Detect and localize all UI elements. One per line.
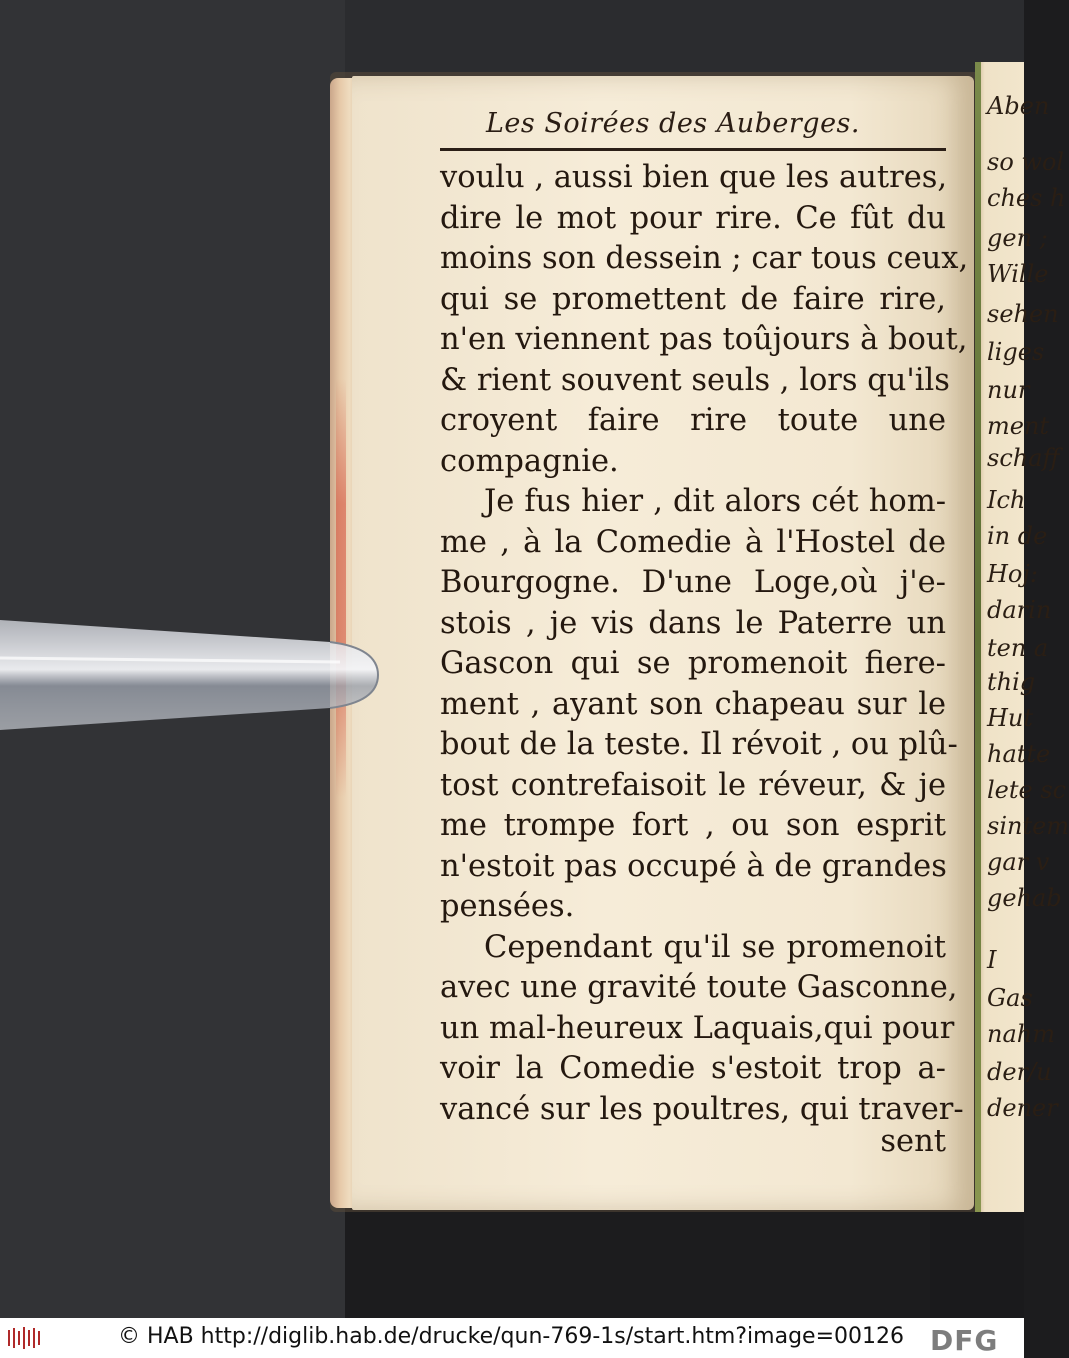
background-top — [345, 0, 1024, 80]
text-line: moins son dessein ; car tous ceux, — [440, 241, 969, 276]
facing-page-fragment: nahm — [987, 1020, 1055, 1048]
hab-logo-icon — [6, 1326, 46, 1350]
facing-page-fragment: sehen — [987, 300, 1059, 328]
dfg-logo: DFG — [930, 1324, 999, 1357]
text-line: un mal-heureux Laquais,qui pour — [440, 1010, 955, 1046]
copyright-url[interactable]: © HAB http://diglib.hab.de/drucke/qun-769-1s/start.htm?image=00126 — [118, 1324, 904, 1349]
facing-page-fragment: gar v — [987, 848, 1050, 876]
facing-page-fragment: lete sc — [987, 776, 1067, 804]
facing-page-fragment: ten a — [987, 634, 1049, 662]
spine — [975, 62, 981, 1212]
facing-page-fragment: Wille — [987, 260, 1049, 288]
text-line: Gascon qui se promenoit fiere- — [440, 646, 946, 681]
facing-page-fragment: Hoj: — [987, 560, 1038, 588]
page-body — [440, 158, 969, 1130]
text-line: pensées. — [440, 889, 575, 924]
text-line: avec une gravité toute Gasconne, — [440, 970, 958, 1005]
facing-page-fragment: thig — [987, 668, 1036, 696]
text-line: tost contrefaisoit le réveur, & je — [440, 767, 946, 803]
text-line: dire le mot pour rire. Ce fût du — [440, 200, 946, 236]
background-right-bottom — [930, 1200, 1024, 1318]
header-rule — [440, 148, 946, 151]
facing-page-fragment: darin — [987, 596, 1052, 624]
footer-bar — [0, 1318, 1024, 1358]
text-line: voir la Comedie s'estoit trop a- — [440, 1051, 946, 1086]
text-line: bout de la teste. Il révoit , ou plû- — [440, 727, 958, 762]
facing-page-fragment: der/u — [987, 1058, 1052, 1086]
facing-page-fragment: Hut — [987, 704, 1034, 732]
text-line: voulu , aussi bien que les autres, — [440, 160, 948, 195]
text-line: croyent faire rire toute une — [440, 403, 946, 438]
facing-page-fragment: I — [987, 946, 997, 974]
text-line: Je fus hier , dit alors cét hom- — [484, 484, 946, 519]
facing-page-fragment: gen ; — [987, 224, 1048, 252]
text-line: me trompe fort , ou son esprit — [440, 808, 946, 843]
glass-page-weight — [0, 620, 380, 730]
catchword: sent — [880, 1124, 946, 1159]
text-line: Bourgogne. D'une Loge,où j'e- — [440, 565, 946, 600]
facing-page-fragment: liges — [987, 338, 1045, 366]
facing-page-fragment: Aben — [987, 92, 1050, 120]
facing-page-fragment: nur — [987, 376, 1030, 404]
facing-page-fragment: in de — [987, 522, 1048, 550]
text-line: vancé sur les poultres, qui traver- — [440, 1091, 964, 1127]
text-line: me , à la Comedie à l'Hostel de — [440, 524, 946, 560]
facing-page-fragment: hatte — [987, 740, 1051, 768]
text-line: & rient souvent seuls , lors qu'ils — [440, 362, 950, 398]
text-line: n'en viennent pas toûjours à bout, — [440, 322, 968, 357]
facing-page-fragment: ches h — [987, 184, 1066, 212]
facing-page-fragment: dener — [987, 1094, 1058, 1122]
text-line: stois , je vis dans le Paterre un — [440, 605, 946, 641]
facing-page-fragment: ment — [987, 412, 1050, 440]
facing-page-fragment: schaff — [987, 444, 1060, 472]
text-line: compagnie. — [440, 443, 619, 479]
facing-page-fragment: sintem — [987, 812, 1069, 840]
running-head — [440, 108, 946, 139]
text-line: qui se promettent de faire rire, — [440, 281, 946, 317]
text-line: Cependant qu'il se promenoit — [484, 929, 946, 965]
running-head-text: Les Soirées des Auberges. — [486, 108, 860, 139]
facing-page-fragment: gehab — [987, 884, 1062, 912]
facing-page-fragment: Ich — [987, 486, 1026, 514]
text-line: ment , ayant son chapeau sur le — [440, 686, 946, 722]
text-line: n'estoit pas occupé à de grandes — [440, 848, 947, 884]
facing-page-fragment: Gas — [987, 984, 1033, 1012]
facing-page — [975, 62, 1069, 1212]
facing-page-fragment: so wol — [987, 148, 1065, 176]
